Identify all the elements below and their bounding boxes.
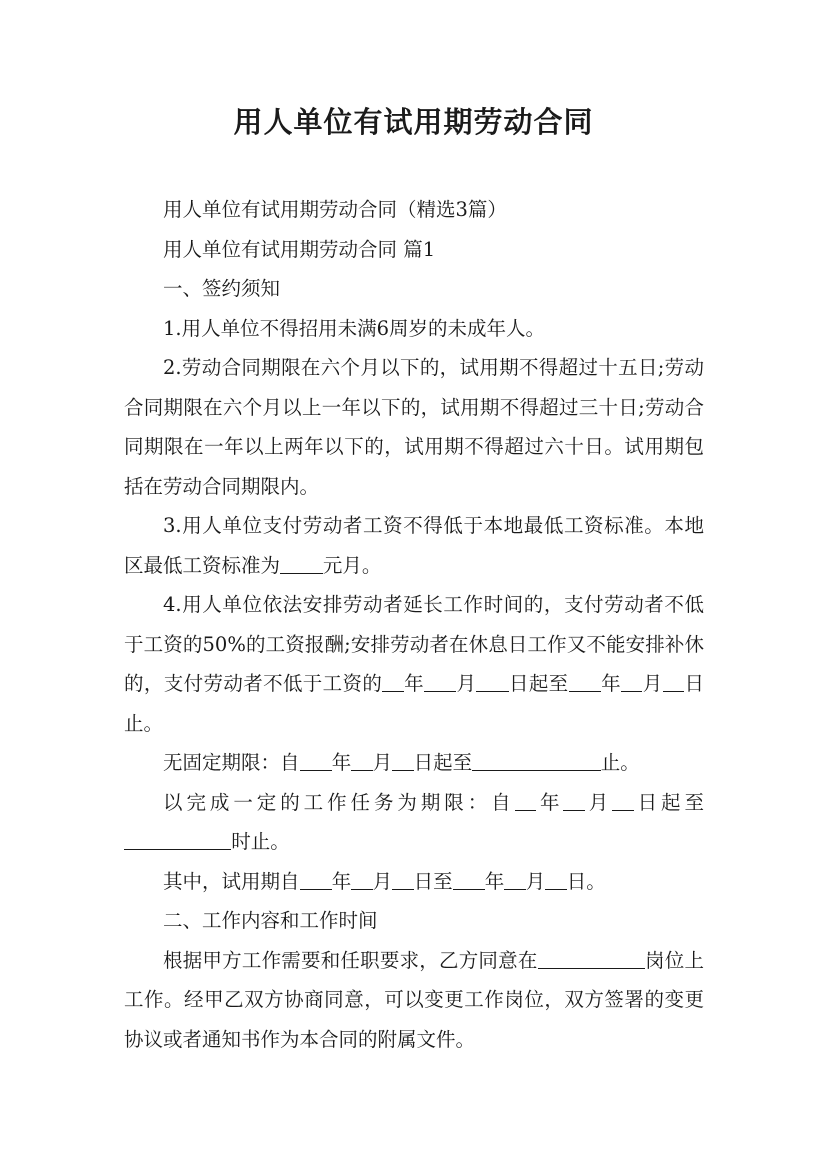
fill-in-blank bbox=[124, 829, 231, 850]
paragraph-subtitle: 用人单位有试用期劳动合同（精选3篇） bbox=[163, 198, 507, 221]
fill-in-blank bbox=[515, 789, 536, 810]
fill-in-blank bbox=[424, 671, 456, 692]
paragraph-work-position: 根据甲方工作需要和任职要求，乙方同意在 岗位上工作。经甲乙双方协商同意，可以变更工作岗位，双方签署的变更协议或者通知书作为本合同的附属文件。 bbox=[124, 948, 704, 1051]
fill-in-blank bbox=[351, 750, 372, 771]
fill-in-blank bbox=[453, 868, 485, 889]
paragraph-heading-work-content: 二、工作内容和工作时间 bbox=[163, 909, 378, 932]
fill-in-blank bbox=[621, 671, 642, 692]
document-body bbox=[124, 190, 704, 1059]
paragraph-item-4: 4.用人单位依法安排劳动者延长工作时间的，支付劳动者不低于工资的50%的工资报酬;安排劳动者在休息日工作又不能安排补休的，支付劳动者不低于工资的 年 月 日起至 年 月 日止。 bbox=[124, 593, 704, 735]
fill-in-blank bbox=[300, 868, 332, 889]
paragraph-heading-signing-notice: 一、签约须知 bbox=[163, 277, 281, 300]
fill-in-blank bbox=[545, 868, 566, 889]
paragraph-section-heading: 用人单位有试用期劳动合同 篇1 bbox=[163, 237, 436, 261]
paragraph-indefinite-term: 无固定期限：自 年 月 日起至 止。 bbox=[163, 751, 640, 774]
fill-in-blank bbox=[382, 671, 403, 692]
fill-in-blank bbox=[476, 671, 508, 692]
fill-in-blank bbox=[612, 789, 633, 810]
fill-in-blank bbox=[569, 671, 601, 692]
paragraph-item-3: 3.用人单位支付劳动者工资不得低于本地最低工资标准。本地区最低工资标准为 元月。 bbox=[124, 514, 704, 577]
paragraph-item-2: 2.劳动合同期限在六个月以下的，试用期不得超过十五日;劳动合同期限在六个月以上一年以下的，试用期不得超过三十日;劳动合同期限在一年以上两年以下的，试用期不得超过六十日。试用期包括在劳动合同期限内。 bbox=[124, 356, 704, 498]
fill-in-blank bbox=[472, 750, 601, 771]
fill-in-blank bbox=[351, 868, 372, 889]
fill-in-blank bbox=[504, 868, 525, 889]
paragraph-task-term: 以完成一定的工作任务为期限：自 年 月 日起至时止。 bbox=[124, 783, 704, 862]
fill-in-blank bbox=[392, 868, 413, 889]
document-title: 用人单位有试用期劳动合同 bbox=[233, 105, 594, 139]
fill-in-blank bbox=[663, 671, 684, 692]
fill-in-blank bbox=[300, 750, 332, 771]
paragraph-item-1: 1.用人单位不得招用未满6周岁的未成年人。 bbox=[163, 316, 546, 340]
fill-in-blank bbox=[392, 750, 413, 771]
fill-in-blank bbox=[538, 947, 645, 968]
fill-in-blank bbox=[563, 789, 584, 810]
paragraph-probation-period: 其中，试用期自 年 月 日至 年 月 日。 bbox=[163, 869, 606, 893]
fill-in-blank bbox=[280, 552, 323, 573]
